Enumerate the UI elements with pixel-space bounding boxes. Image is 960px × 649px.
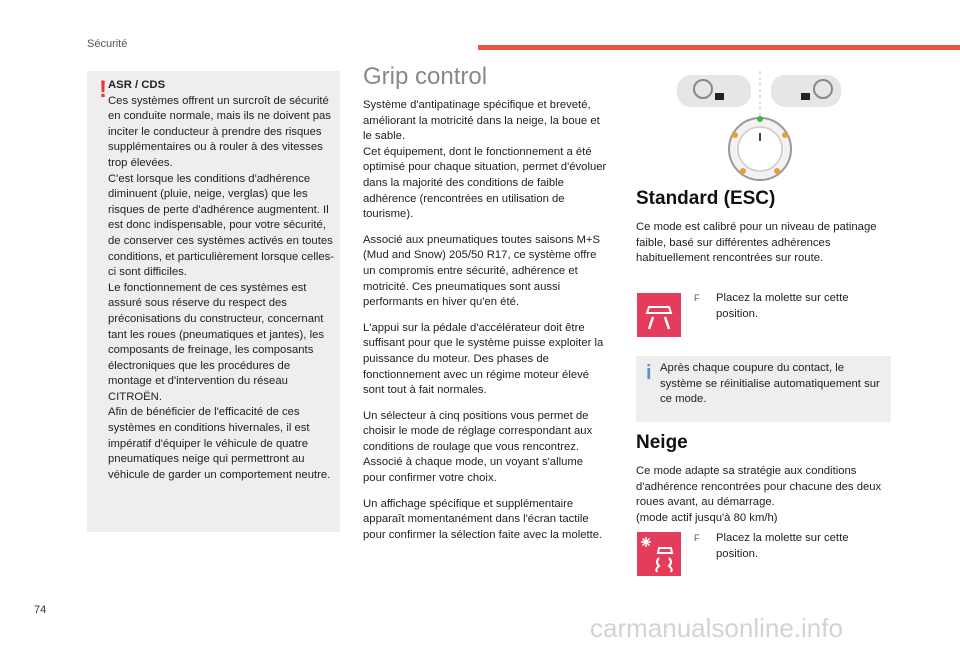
neige-description: Ce mode adapte sa stratégie aux conditions d'adhérence rencontrées pour chacune des deux roues avant, au démarrage. (mode actif jusqu'à 80 km/h) bbox=[636, 465, 882, 524]
grip-paragraph: Un affichage spécifique et supplémentaire apparaît momentanément dans l'écran tactile pour confirmer la sélection faite avec la molette. bbox=[363, 497, 603, 541]
road-lane-icon bbox=[637, 293, 681, 337]
warning-paragraph: Afin de bénéficier de l'efficacité de ces systèmes en conditions hivernales, il est impératif d'équiper le véhicule de quatre pneumatiques neige qui permettront au véhicule de garder un comportement neutre. bbox=[108, 406, 331, 481]
header-accent-bar bbox=[478, 45, 960, 50]
info-icon: i bbox=[646, 362, 652, 384]
exclamation-icon: ! bbox=[99, 76, 107, 103]
standard-title: Standard (ESC) bbox=[636, 188, 776, 209]
neige-instruction bbox=[694, 531, 879, 566]
neige-instruction-text: Placez la molette sur cette position. bbox=[716, 532, 849, 560]
grip-control-title: Grip control bbox=[363, 63, 488, 90]
section-header: Sécurité bbox=[87, 38, 128, 50]
standard-instruction-text: Placez la molette sur cette position. bbox=[716, 292, 849, 320]
bullet-marker: F bbox=[694, 533, 700, 543]
watermark: carmanualsonline.info bbox=[590, 613, 843, 643]
dashboard-left-icon bbox=[677, 75, 751, 107]
page-number: 74 bbox=[34, 604, 47, 616]
info-box bbox=[636, 356, 891, 422]
snow-mode-icon bbox=[637, 532, 681, 576]
grip-paragraph: Un sélecteur à cinq positions vous permet de choisir le mode de réglage correspondant aux conditions de roulage que vous rencontrez. Associé à chaque mode, un voyant s'allume pour confirmer votre choix. bbox=[363, 409, 593, 485]
standard-description: Ce mode est calibré pour un niveau de patinage faible, basé sur différentes adhérences habituellement rencontrées sur route. bbox=[636, 221, 877, 265]
info-text: Après chaque coupure du contact, le système se réinitialise automatiquement sur ce mode. bbox=[660, 362, 880, 406]
grip-control-body bbox=[363, 98, 608, 553]
grip-paragraph: L'appui sur la pédale d'accélérateur doit être suffisant pour que le système puisse exploiter la puissance du moteur. Des phases de fonctionnement avec un régime moteur élevé sont tout à fait normales. bbox=[363, 321, 604, 397]
warning-paragraph: Le fonctionnement de ces systèmes est assuré sous réserve du respect des préconisations du constructeur, concernant tant les roues (pneumatiques et jantes), les composants de freinage, les composants électroniques que les procédures de montage et d'intervention du réseau CITROËN. bbox=[108, 281, 325, 403]
grip-selector-illustration bbox=[673, 69, 843, 184]
warning-paragraph: C'est lorsque les conditions d'adhérence diminuent (pluie, neige, verglas) que les risques de perte d'adhérence augmentent. Il est donc indispensable, pour votre sécurité, de conserver ces systèmes activés en toutes conditions, et particulièrement lorsque celles-ci sont difficiles. bbox=[108, 172, 335, 279]
grip-paragraph: Associé aux pneumatiques toutes saisons M+S (Mud and Snow) 205/50 R17, ce système offre un compromis entre sécurité, adhérence et motricité. Ces pneumatiques sont aussi performants en hiver qu'en été. bbox=[363, 233, 601, 309]
warning-paragraph: Ces systèmes offrent un surcroît de sécurité en conduite normale, mais ils ne doivent pas inciter le conducteur à prendre des risques supplémentaires ou à rouler à des vitesses trop élevées. bbox=[108, 94, 331, 169]
dashboard-right-icon bbox=[771, 75, 841, 107]
warning-box bbox=[87, 71, 340, 532]
warning-text bbox=[108, 78, 336, 483]
warning-title: ASR / CDS bbox=[108, 79, 166, 91]
grip-paragraph: Système d'antipatinage spécifique et breveté, améliorant la motricité dans la neige, la boue et le sable. Cet équipement, dont le fonctionnement a été optimisé pour chaque situation, permet d'évoluer dans la majorité des conditions de faible adhérence (rencontrées en utilisation de tourisme). bbox=[363, 99, 607, 221]
standard-instruction bbox=[694, 291, 879, 326]
bullet-marker: F bbox=[694, 293, 700, 303]
neige-title: Neige bbox=[636, 432, 688, 453]
